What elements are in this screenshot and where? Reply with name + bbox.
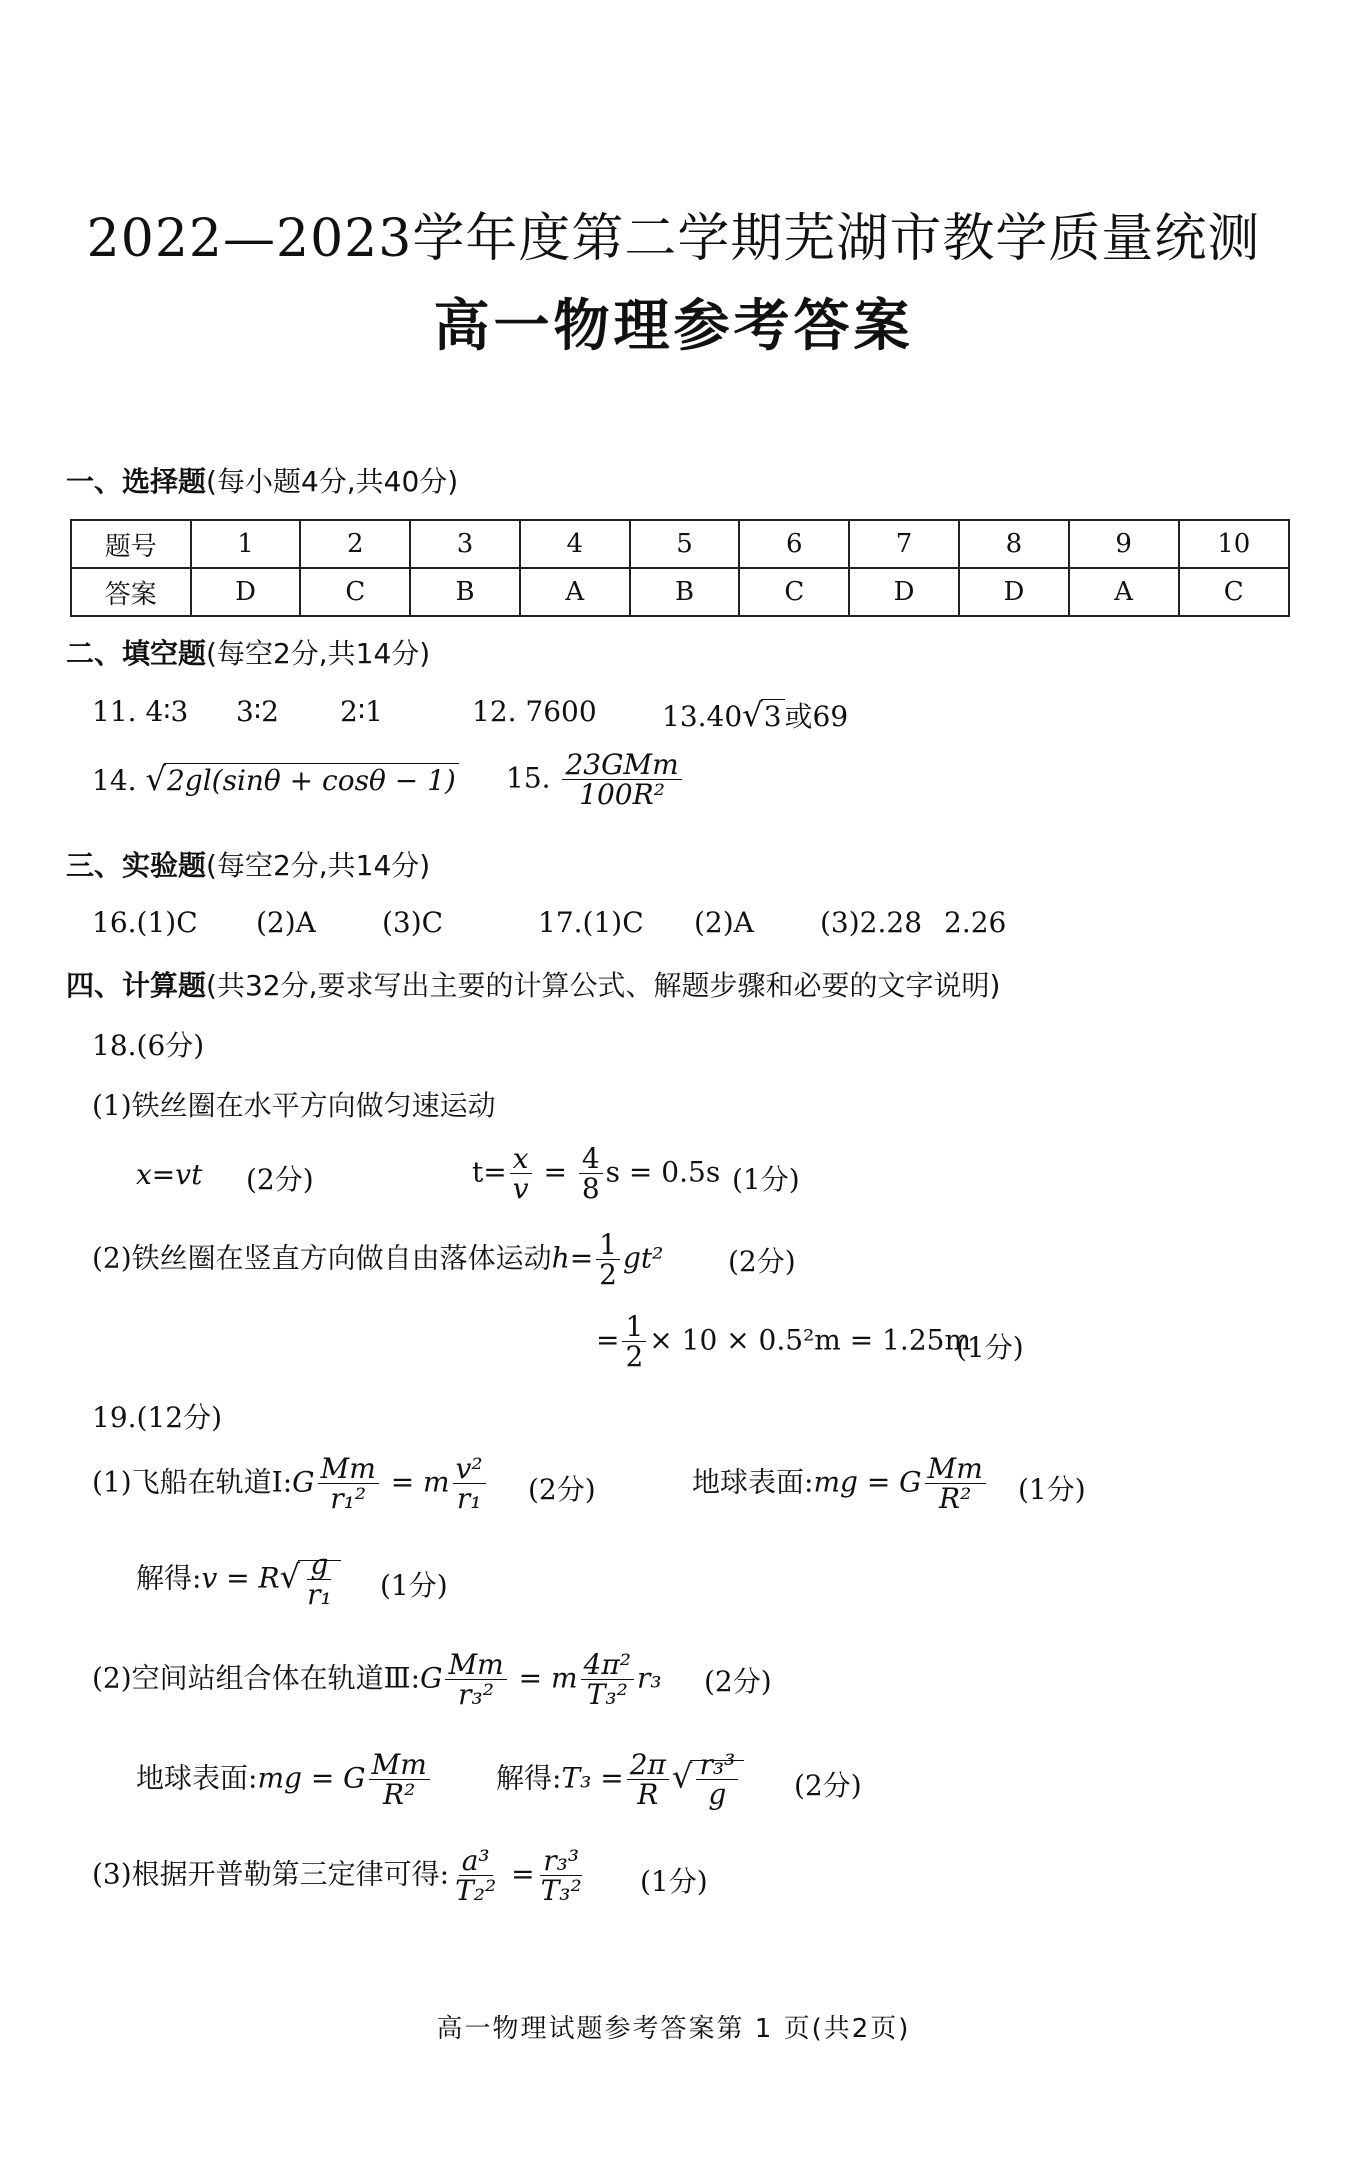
v-equals-R: v = R <box>201 1561 280 1595</box>
section1-title: 一、选择题 <box>66 465 207 498</box>
section2-title: 二、填空题 <box>66 637 207 670</box>
section1-heading <box>66 460 458 500</box>
q19-part1 <box>92 1454 489 1514</box>
numerator: r₃³ <box>696 1750 738 1780</box>
denominator: R <box>637 1778 659 1812</box>
q18-score3: (2分) <box>728 1245 796 1278</box>
answer-table <box>70 519 1290 617</box>
q19-part3-text: (3)根据开普勒第三定律可得: <box>92 1857 450 1891</box>
page-title: 2022—2023学年度第二学期芜湖市教学质量统测 <box>86 209 1261 269</box>
q18-part2 <box>92 1230 663 1290</box>
table-cell: D <box>849 568 959 616</box>
table-cell: 4 <box>520 520 630 568</box>
table-cell: B <box>630 568 740 616</box>
symbol-G: G <box>420 1661 443 1695</box>
page-footer: 高一物理试题参考答案第 1 页(共2页) <box>436 2014 911 2044</box>
q19-part2 <box>92 1650 662 1710</box>
q15-fraction <box>562 750 681 810</box>
denominator: g <box>708 1778 727 1812</box>
q19-part3 <box>92 1846 588 1906</box>
numerator: Mm <box>318 1454 379 1484</box>
solve-label: 解得: <box>496 1761 562 1795</box>
section2-note: (每空2分,共14分) <box>206 637 431 670</box>
numerator: 1 <box>622 1312 646 1342</box>
q19-solve1 <box>136 1550 341 1610</box>
table-cell: D <box>191 568 301 616</box>
q18-score1: (2分) <box>246 1163 314 1196</box>
table-cell: C <box>300 568 410 616</box>
table-row-numbers <box>71 520 1289 568</box>
q17-answer-3: (3)2.28 <box>820 906 923 939</box>
table-header-number: 题号 <box>71 520 191 568</box>
numerator: g <box>307 1550 331 1580</box>
denominator: T₃² <box>586 1678 628 1712</box>
4pi2-over-T3sq <box>581 1650 634 1710</box>
a3-over-T2sq <box>452 1846 499 1906</box>
section3-heading <box>66 844 430 884</box>
denominator: r₃² <box>458 1678 495 1712</box>
q19-score3: (1分) <box>380 1569 448 1602</box>
denominator: T₂² <box>455 1874 497 1908</box>
equals-m: = m <box>518 1661 578 1695</box>
q18-part1: (1)铁丝圈在水平方向做匀速运动 <box>92 1089 496 1122</box>
q19-part2-text: (2)空间站组合体在轨道Ⅲ: <box>92 1661 421 1695</box>
one-half <box>622 1312 646 1372</box>
q18-score4: (1分) <box>956 1331 1024 1364</box>
q17-answer-2: (2)A <box>694 906 754 939</box>
section1-note: (每小题4分,共40分) <box>206 465 459 498</box>
q14-expression: 2gl(sinθ + cosθ − 1) <box>164 763 459 797</box>
q11-line <box>92 695 188 728</box>
table-cell: 9 <box>1069 520 1179 568</box>
q18-eq4 <box>596 1312 971 1372</box>
table-cell: 7 <box>849 520 959 568</box>
table-cell: 8 <box>959 520 1069 568</box>
q14-label: 14. <box>92 764 137 797</box>
q16-answer-2: (2)A <box>256 906 316 939</box>
q15-answer <box>506 750 685 810</box>
q19-heading: 19.(12分) <box>92 1401 223 1434</box>
q18-eq3-prefix: h= <box>551 1241 594 1275</box>
equals: = <box>511 1857 535 1891</box>
q18-eq4-prefix: = <box>596 1323 620 1357</box>
denominator: 2 <box>599 1258 617 1292</box>
q19-score4: (2分) <box>704 1665 772 1698</box>
sqrt-icon: √ <box>742 696 763 734</box>
q15-numerator: 23GMm <box>562 750 681 780</box>
q11-answer-c: 2∶1 <box>340 695 383 728</box>
section4-title: 四、计算题 <box>66 969 207 1002</box>
q18-eq3-result: gt² <box>623 1241 664 1275</box>
numerator: 4π² <box>581 1650 634 1680</box>
section2-heading <box>66 632 430 672</box>
section3-note: (每空2分,共14分) <box>206 849 431 882</box>
q18-eq2 <box>472 1144 720 1204</box>
r3cube-over-g <box>696 1750 738 1810</box>
denominator: r₁ <box>307 1578 332 1612</box>
sqrt-icon: √ <box>279 1557 301 1596</box>
q19-solve2 <box>496 1750 744 1810</box>
q16-answer: 16.(1)C <box>92 906 198 939</box>
q18-heading: 18.(6分) <box>92 1029 205 1062</box>
q18-eq4-result: × 10 × 0.5²m = 1.25m <box>649 1323 972 1357</box>
numerator: 1 <box>596 1230 620 1260</box>
q11-label: 11. <box>92 695 137 728</box>
v2-over-r1 <box>453 1454 486 1514</box>
table-cell: A <box>1069 568 1179 616</box>
q19-score7: (1分) <box>640 1865 708 1898</box>
x-over-v <box>510 1144 532 1204</box>
numerator: 4 <box>579 1144 603 1174</box>
denominator: R² <box>939 1482 972 1516</box>
Mm-over-R2 <box>925 1454 986 1514</box>
q13-suffix: 或69 <box>784 700 849 733</box>
table-cell: C <box>739 568 849 616</box>
q16-answer-3: (3)C <box>382 906 444 939</box>
q14-answer <box>92 760 459 798</box>
q18-part2-text: (2)铁丝圈在竖直方向做自由落体运动 <box>92 1241 552 1275</box>
q13-prefix: 13.40 <box>662 700 743 733</box>
table-row-answers <box>71 568 1289 616</box>
q18-eq2-result: s = 0.5s <box>605 1155 721 1189</box>
numerator: Mm <box>369 1750 430 1780</box>
four-over-eight <box>579 1144 603 1204</box>
q19-score2: (1分) <box>1018 1473 1086 1506</box>
T3-equals: T₃ = <box>561 1761 624 1795</box>
table-cell: C <box>1179 568 1290 616</box>
q13-radicand: 3 <box>761 699 785 733</box>
denominator: r₁² <box>330 1482 367 1516</box>
table-cell: 5 <box>630 520 740 568</box>
r3cube-over-T3sq <box>538 1846 585 1906</box>
table-cell: B <box>410 568 520 616</box>
section4-heading <box>66 964 1000 1004</box>
q11-answer-b: 3∶2 <box>236 695 279 728</box>
denominator: 8 <box>581 1172 600 1206</box>
surface-label: 地球表面: <box>136 1761 258 1795</box>
q11-answer-a: 4∶3 <box>145 695 189 728</box>
q12-answer: 12. 7600 <box>472 695 597 728</box>
q19-score5: (2分) <box>794 1769 862 1802</box>
table-header-answer: 答案 <box>71 568 191 616</box>
Mm-over-R2 <box>369 1750 430 1810</box>
r3: r₃ <box>637 1661 662 1695</box>
denominator: R² <box>383 1778 416 1812</box>
numerator: a³ <box>459 1846 493 1876</box>
numerator: r₃³ <box>540 1846 582 1876</box>
q19-score1: (2分) <box>528 1473 596 1506</box>
one-half <box>596 1230 620 1290</box>
table-cell: 10 <box>1179 520 1290 568</box>
section4-note: (共32分,要求写出主要的计算公式、解题步骤和必要的文字说明) <box>206 969 1001 1002</box>
q18-eq1: x=vt <box>136 1158 203 1191</box>
q18-eq2-prefix: t= <box>472 1155 507 1189</box>
solve-label: 解得: <box>136 1561 202 1595</box>
numerator: v² <box>453 1454 486 1484</box>
table-cell: 2 <box>300 520 410 568</box>
mg-equals-G: mg = G <box>257 1761 366 1795</box>
table-cell: 6 <box>739 520 849 568</box>
page-subtitle: 高一物理参考答案 <box>433 294 914 359</box>
2pi-over-R <box>627 1750 669 1810</box>
q19-surface2 <box>136 1750 433 1810</box>
section3-title: 三、实验题 <box>66 849 207 882</box>
q18-score2: (1分) <box>732 1163 800 1196</box>
Mm-over-r3sq <box>445 1650 506 1710</box>
table-cell: D <box>959 568 1069 616</box>
numerator: Mm <box>925 1454 986 1484</box>
g-over-r1 <box>304 1550 335 1610</box>
numerator: Mm <box>445 1650 506 1680</box>
numerator: x <box>510 1144 532 1174</box>
q19-part1-text: (1)飞船在轨道Ⅰ: <box>92 1465 293 1499</box>
q18-eq2-equals: = <box>543 1155 567 1189</box>
symbol-G: G <box>292 1465 315 1499</box>
denominator: r₁ <box>456 1482 482 1516</box>
denominator: 2 <box>625 1340 644 1374</box>
q15-denominator: 100R² <box>579 778 665 812</box>
denominator: v <box>512 1172 529 1206</box>
numerator: 2π <box>627 1750 669 1780</box>
q17-answer-4: 2.26 <box>944 906 1007 939</box>
q15-label: 15. <box>506 761 551 795</box>
table-cell: A <box>520 568 630 616</box>
table-cell: 1 <box>191 520 301 568</box>
sqrt-icon: √ <box>671 1757 693 1796</box>
surface-label: 地球表面: <box>692 1465 814 1499</box>
denominator: T₃² <box>540 1874 582 1908</box>
table-cell: 3 <box>410 520 520 568</box>
Mm-over-r1sq <box>318 1454 379 1514</box>
sqrt-icon: √ <box>145 760 166 798</box>
q19-surface1 <box>692 1454 989 1514</box>
q17-answer: 17.(1)C <box>538 906 644 939</box>
q13-answer <box>662 695 848 735</box>
mg-equals-G: mg = G <box>813 1465 922 1499</box>
equals-m: = m <box>390 1465 450 1499</box>
